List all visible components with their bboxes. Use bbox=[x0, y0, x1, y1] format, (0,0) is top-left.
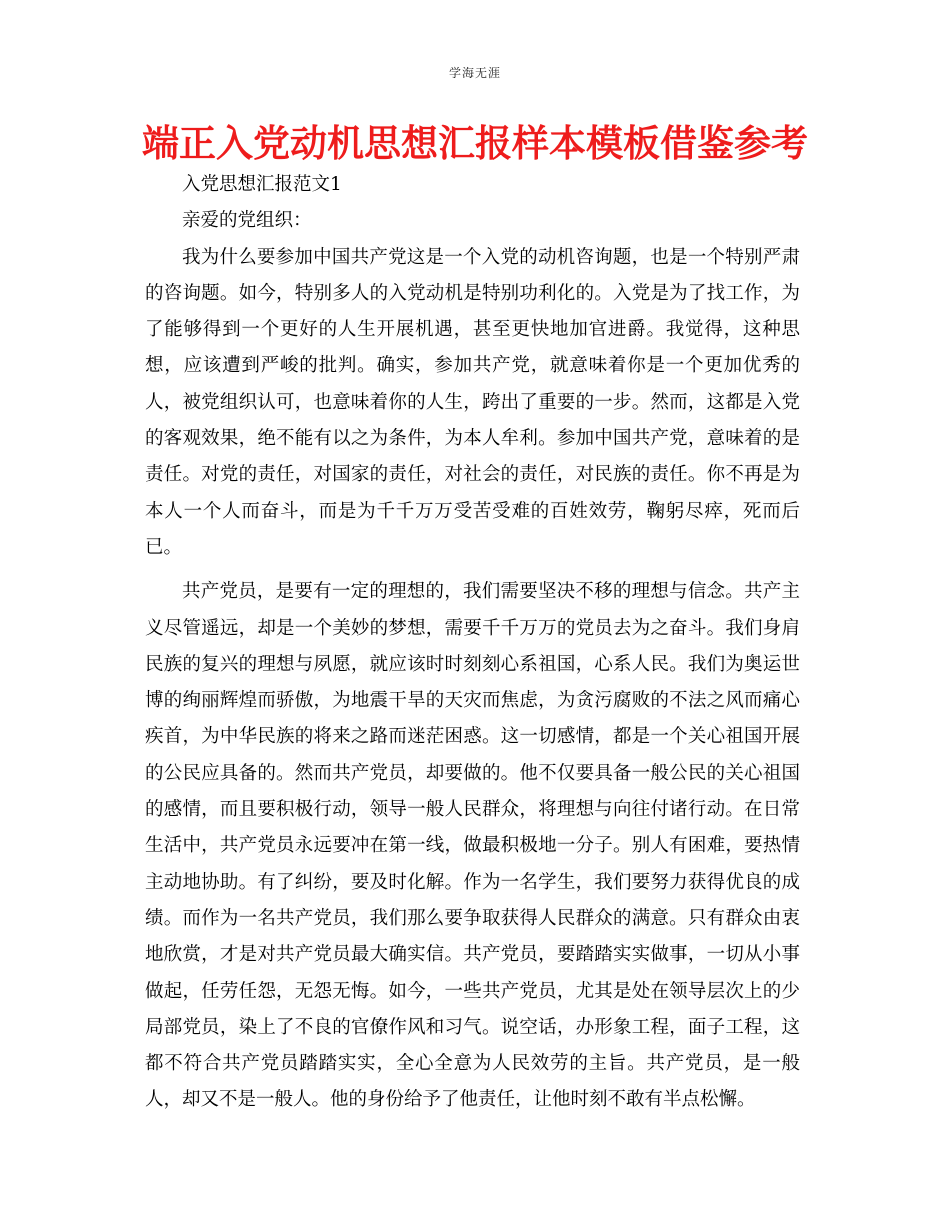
paragraph-1: 我为什么要参加中国共产党这是一个入党的动机咨询题，也是一个特别严肃的咨询题。如今，特别多人的入党动机是特别功利化的。入党是为了找工作，为了能够得到一个更好的人生开展机遇，甚至更快地加官进爵。我觉得，这种思想，应该遭到严峻的批判。确实，参加共产党，就意味着你是一个更加优秀的人，被党组织认可，也意味着你的人生，跨出了重要的一步。然而，这都是入党的客观效果，绝不能有以之为条件，为本人牟利。参加中国共产党，意味着的是责任。对党的责任，对国家的责任，对社会的责任，对民族的责任。你不再是为本人一个人而奋斗，而是为千千万万受苦受难的百姓效劳，鞠躬尽瘁，死而后已。 bbox=[145, 246, 800, 558]
page-header: 学海无涯 bbox=[448, 66, 501, 80]
salutation: 亲爱的党组织： bbox=[182, 210, 312, 232]
document-subtitle: 入党思想汇报范文1 bbox=[182, 174, 342, 195]
paragraph-2: 共产党员，是要有一定的理想的，我们需要坚决不移的理想与信念。共产主义尽管遥远，却是一个美妙的梦想，需要千千万万的党员去为之奋斗。我们身肩民族的复兴的理想与夙愿，就应该时时刻刻心系祖国，心系人民。我们为奥运世博的绚丽辉煌而骄傲，为地震干旱的天灾而焦虑，为贪污腐败的不法之风而痛心疾首，为中华民族的将来之路而迷茫困惑。这一切感情，都是一个关心祖国开展的公民应具备的。然而共产党员，却要做的。他不仅要具备一般公民的关心祖国的感情，而且要积极行动，领导一般人民群众，将理想与向往付诸行动。在日常生活中，共产党员永远要冲在第一线，做最积极地一分子。别人有困难，要热情主动地协助。有了纠纷，要及时化解。作为一名学生，我们要努力获得优良的成绩。而作为一名共产党员，我们那么要争取获得人民群众的满意。只有群众由衷地欣赏，才是对共产党员最大确实信。共产党员，要踏踏实实做事，一切从小事做起，任劳任怨，无怨无悔。如今，一些共产党员，尤其是处在领导层次上的少局部党员，染上了不良的官僚作风和习气。说空话，办形象工程，面子工程，这都不符合共产党员踏踏实实，全心全意为人民效劳的主旨。共产党员，是一般人，却又不是一般人。他的身份给予了他责任，让他时刻不敢有半点松懈。 bbox=[145, 581, 800, 1111]
document-title: 端正入党动机思想汇报样本模板借鉴参考 bbox=[142, 122, 808, 165]
document-body bbox=[145, 167, 800, 1119]
